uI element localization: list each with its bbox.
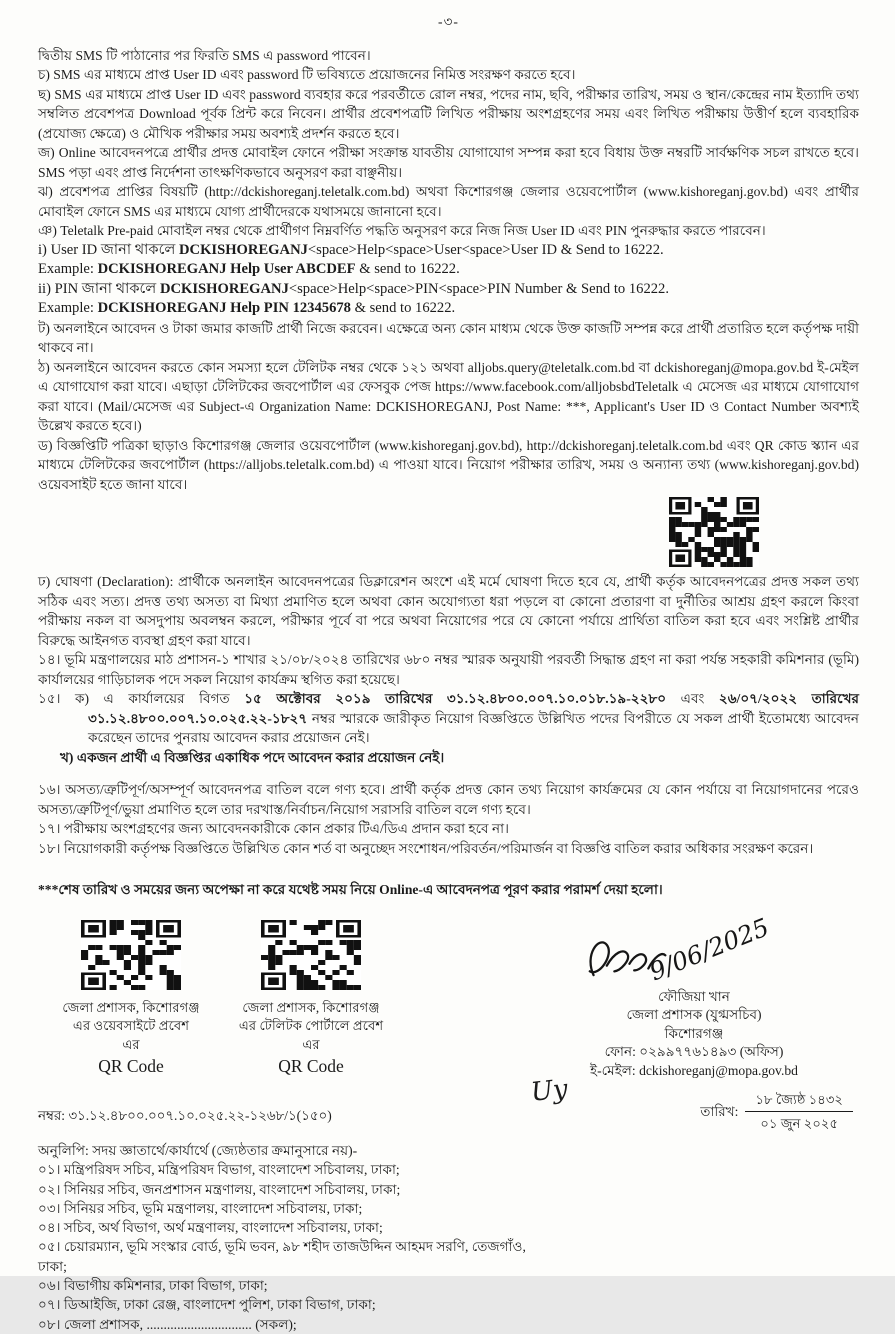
cc-item: ০৮। জেলা প্রশাসক, ............................... (সকল);: [38, 1316, 297, 1332]
list-item-cha: চ) SMS এর মাধ্যমে প্রাপ্ত User ID এবং password টি ভবিষ্যতে প্রয়োজনের নিমিত্ত সংরক্ষণ করতে হবে।: [38, 67, 576, 82]
qr-code-jobportal: [669, 497, 759, 567]
handwritten-initial: Uy: [529, 1074, 570, 1108]
bottom-left-column: [38, 920, 529, 1334]
clause-15-ka: [38, 689, 859, 748]
clause-16: ১৬। অসত্য/ত্রুটিপূর্ণ/অসম্পূর্ণ আবেদনপত্র বাতিল বলে গণ্য হবে। প্রার্থী কর্তৃক প্রদত্ত কোন তথ্য নিয়োগ কার্যক্রমের যে কোন পর্যায়ে বা নিয়োগদানের পরেও অসত্য/ত্রুটিপূর্ণ/ভুয়া প্রমাণিত হলে তার দরখাস্ত/নির্বাচন/নিয়োগ সরাসরি বাতিল বলে গণ্য হবে।: [38, 782, 859, 817]
list-item-ta: ট) অনলাইনে আবেদন ও টাকা জমার কাজটি প্রার্থী নিজে করবেন। এক্ষেত্রে অন্য কোন মাধ্যম থেকে উক্ত কাজটি সম্পন্ন করে প্রার্থী প্রতারিত হলে কর্তৃপক্ষ দায়ী থাকবে না।: [38, 320, 859, 355]
userid-recovery-code: DCKISHOREGANJ: [178, 241, 308, 258]
userid-example-code: DCKISHOREGANJ Help User ABCDEF: [97, 261, 356, 277]
cc-item: ০২। সিনিয়র সচিব, জনপ্রশাসন মন্ত্রণালয়, বাংলাদেশ সচিবালয়, ঢাকা;: [38, 1181, 401, 1197]
issue-date: [700, 1082, 853, 1133]
qr-code-website: [81, 920, 181, 990]
pin-example-post: & send to 16222.: [350, 300, 456, 316]
signatory-designation: জেলা প্রশাসক (যুগ্মসচিব): [626, 1007, 762, 1022]
website-qr-caption-3: এর: [122, 1036, 140, 1052]
website-qr-caption-4: QR Code: [98, 1056, 164, 1076]
clause-15-ka-memo2: ২৬/০৭/২০২২ তারিখের ৩১.১২.৪৮০০.০০৭.১০.০২৫.২২-১৮২৭: [88, 691, 859, 726]
qr-code-teletalk-portal: [261, 920, 361, 990]
date-label: তারিখ:: [700, 1103, 739, 1119]
pin-recovery-code: DCKISHOREGANJ: [159, 280, 289, 297]
cc-item: ০৪। সচিব, অর্থ বিভাগ, অর্থ মন্ত্রণালয়, বাংলাদেশ সচিবালয়, ঢাকা;: [38, 1220, 383, 1236]
memo-number: নম্বর: ৩১.১২.৪৮০০.০০৭.১০.০২৫.২২-১২৬৮/১(১৫০): [38, 1107, 332, 1123]
clause-15-ka-pre: ১৫। ক) এ কার্যালয়ের বিগত: [38, 691, 245, 706]
pin-recovery-pre: ii) PIN জানা থাকলে: [38, 280, 160, 297]
qr-codes-row: [52, 920, 529, 1076]
clause-15-ka-memo1: ১৫ অক্টোবর ২০১৯ তারিখের ৩১.১২.৪৮০০.০০৭.১০.০১৮.১৯-২২৮০: [244, 691, 667, 706]
list-item-jha: ঝ) প্রবেশপত্র প্রাপ্তির বিষয়টি (http://dckishoreganj.teletalk.com.bd) অথবা কিশোরগঞ্জ জেলার ওয়েবপোর্টাল (www.kishoreganj.gov.bd) এবং প্রার্থীর মোবাইল ফোনে SMS এর মাধ্যমে যোগ্য প্রার্থীদেরকে যথাসময়ে জানানো হবে।: [38, 184, 859, 219]
list-item-tha: ঠ) অনলাইনে আবেদন করতে কোন সমস্যা হলে টেলিটক নম্বর থেকে ১২১ অথবা alljobs.query@teletalk.com.bd বা dckishoreganj@mopa.gov.bd ই-মেইল এ যোগাযোগ করা যাবে। এছাড়া টেলিটকের জবপোর্টাল এর ফেসবুক পেজ https://www.facebook.com/alljobsbdTeletalk এ মেসেজ এর মাধ্যমে যোগাযোগ করা যাবে। (Mail/মেসেজ এর Subject-এ Organization Name: DCKISHOREGANJ, Post Name: ***, Applicant's User ID ও Contact Number অবশ্যই উল্লেখ করতে হবে।): [38, 359, 859, 433]
jobportal-qr-row: [38, 497, 859, 567]
list-item-ja: জ) Online আবেদনপত্রে প্রার্থীর প্রদত্ত মোবাইল ফোনে পরীক্ষা সংক্রান্ত যাবতীয় যোগাযোগ সম্পন্ন করা হবে বিধায় উক্ত নম্বরটি সার্বক্ষণিক সচল রাখতে হবে। SMS পড়া এবং প্রাপ্ত নির্দেশনা তাৎক্ষণিকভাবে অনুসরণ করা বাঞ্ছনীয়।: [38, 145, 859, 180]
clause-18: ১৮। নিয়োগকারী কর্তৃপক্ষ বিজ্ঞপ্তিতে উল্লিখিত কোন শর্ত বা অনুচ্ছেদ সংশোধন/পরিবর্তন/পরিমার্জন বা বিজ্ঞপ্তি বাতিল করার অধিকার সংরক্ষণ করেন।: [38, 840, 814, 856]
signature-block: [529, 911, 859, 1334]
clause-15-ka-mid: এবং: [666, 691, 719, 706]
teletalk-qr-caption-2: এর টেলিটক পোর্টালে প্রবেশ: [238, 1018, 384, 1033]
pin-example-line: [38, 299, 859, 319]
cc-item: ০৭। ডিআইজি, ঢাকা রেঞ্জ, বাংলাদেশ পুলিশ, ঢাকা বিভাগ, ঢাকা;: [38, 1297, 376, 1313]
website-qr-caption-1: জেলা প্রশাসক, কিশোরগঞ্জ: [62, 999, 200, 1015]
signatory-district: কিশোরগঞ্জ: [664, 1025, 724, 1041]
teletalk-qr-block: [232, 920, 390, 1076]
website-qr-caption-2: এর ওয়েবসাইটে প্রবেশ: [72, 1018, 190, 1033]
date-row: [529, 1074, 859, 1133]
date-gregorian: ০১ জুন ২০২৫: [760, 1115, 839, 1131]
clause-14: ১৪। ভূমি মন্ত্রণালয়ের মাঠ প্রশাসন-১ শাখার ২১/০৮/২০২৪ তারিখের ৬৮০ নম্বর স্মারক অনুযায়ী পরবর্তী সিদ্ধান্ত গ্রহণ না করা পর্যন্ত সহকারী কমিশনার (ভূমি) কার্যালয়ের গাড়িচালক পদে সকল নিয়োগ কার্যক্রম স্থগিত করা হয়েছে।: [38, 652, 859, 687]
list-item-dha-declaration: ঢ) ঘোষণা (Declaration): প্রার্থীকে অনলাইন আবেদনপত্রের ডিক্লারেশন অংশে এই মর্মে ঘোষণা দিতে হবে যে, প্রার্থী কর্তৃক আবেদনপত্রের প্রদত্ত সকল তথ্য সঠিক এবং সত্য। প্রদত্ত তথ্য অসত্য বা মিথ্যা প্রমাণিত হলে অথবা কোন অযোগ্যতা ধরা পড়লে বা কোনো প্রতারণা বা দুর্নীতির আশ্রয় গ্রহণ করলে কিংবা পরীক্ষায় নকল বা অসদুপায় অবলম্বন করলে, পরীক্ষার পূর্বে বা পরে অথবা নিয়োগের পরে যে কোনো পর্যায়ে প্রার্থিতা বাতিল করা হবে এবং সংশ্লিষ্ট প্রার্থীর বিরুদ্ধে আইনগত ব্যবস্থা গ্রহণ করা যাবে।: [38, 574, 859, 648]
pin-recovery-line: [38, 280, 859, 300]
list-item-nio: ঞ) Teletalk Pre-paid মোবাইল নম্বর থেকে প্রার্থীগণ নিম্নবর্ণিত পদ্ধতি অনুসরণ করে নিজ নিজ User ID এবং PIN পুনরুদ্ধার করতে পারবেন।: [38, 223, 766, 238]
clause-15-ka-post: নম্বর স্মারকে জারীকৃত নিয়োগ বিজ্ঞপ্তিতে উল্লিখিত পদের বিপরীতে যে সকল প্রার্থী ইতোমধ্যে আবেদন করেছেন তাদের পুনরায় আবেদন করার প্রয়োজন নেই।: [88, 710, 859, 745]
bottom-section: [38, 911, 859, 1334]
userid-recovery-line: [38, 241, 859, 261]
cc-item: ০৫। চেয়ারম্যান, ভূমি সংস্কার বোর্ড, ভূমি ভবন, ৯৮ শহীদ তাজউদ্দিন আহমদ সরণি, তেজগাঁও, ঢাকা;: [38, 1239, 526, 1274]
date-bangla: ১৮ জ্যৈষ্ঠ ১৪৩২: [745, 1090, 853, 1112]
userid-example-post: & send to 16222.: [355, 261, 460, 277]
userid-recovery-pre: i) User ID জানা থাকলে: [38, 241, 179, 258]
cc-item: ০৬। বিভাগীয় কমিশনার, ঢাকা বিভাগ, ঢাকা;: [38, 1278, 268, 1294]
teletalk-qr-caption-1: জেলা প্রশাসক, কিশোরগঞ্জ: [242, 999, 380, 1015]
online-advice-note: ***শেষ তারিখ ও সময়ের জন্য অপেক্ষা না করে যথেষ্ট সময় নিয়ে Online-এ আবেদনপত্র পূরণ করার পরামর্শ দেয়া হলো।: [38, 882, 663, 897]
signatory-name: ফৌজিয়া খান: [658, 988, 730, 1004]
signature-handwritten-date: 9/06/2025: [645, 911, 773, 986]
signatory-email: ই-মেইল: dckishoreganj@mopa.gov.bd: [590, 1062, 798, 1078]
website-qr-block: [52, 920, 210, 1076]
page-number: -৩-: [438, 14, 459, 29]
signature-image: [567, 911, 792, 994]
pin-example-code: DCKISHOREGANJ Help PIN 12345678: [97, 300, 351, 316]
userid-recovery-post: <space>Help<space>User<space>User ID & Send to 16222.: [307, 241, 664, 258]
cc-item: ০৩। সিনিয়র সচিব, ভূমি মন্ত্রণালয়, বাংলাদেশ সচিবালয়, ঢাকা;: [38, 1200, 363, 1216]
userid-example-pre: Example:: [38, 261, 98, 277]
date-fraction: [745, 1090, 853, 1133]
teletalk-qr-caption-3: এর: [302, 1036, 320, 1052]
pin-recovery-post: <space>Help<space>PIN<space>PIN Number & Send to 16222.: [288, 280, 669, 297]
cc-item: ০১। মন্ত্রিপরিষদ সচিব, মন্ত্রিপরিষদ বিভাগ, বাংলাদেশ সচিবালয়, ঢাকা;: [38, 1162, 400, 1178]
list-item-da: ড) বিজ্ঞপ্তিটি পত্রিকা ছাড়াও কিশোরগঞ্জ জেলার ওয়েবপোর্টাল (www.kishoreganj.gov.bd), http://dckishoreganj.teletalk.com.bd এবং QR কোড স্ক্যান এর মাধ্যমে টেলিটকের জবপোর্টাল (https://alljobs.teletalk.com.bd) এ পাওয়া যাবে। নিয়োগ পরীক্ষার তারিখ, সময় ও অন্যান্য তথ্য (www.kishoreganj.gov.bd) ওয়েবসাইট হতে জানা যাবে।: [38, 437, 859, 492]
cc-heading: অনুলিপি: সদয় জ্ঞাতার্থে/কার্যার্থে (জ্যেষ্ঠতার ক্রমানুসারে নয়)-: [38, 1143, 358, 1158]
list-item-chha: ছ) SMS এর মাধ্যমে প্রাপ্ত User ID এবং password ব্যবহার করে পরবর্তীতে রোল নম্বর, পদের নাম, ছবি, পরীক্ষার তারিখ, সময় ও স্থান/কেন্দ্রের নাম ইত্যাদি তথ্য সম্বলিত প্রবেশপত্র Download পূর্বক প্রিন্ট করে নিবেন। প্রার্থীর প্রবেশপত্রটি লিখিত পরীক্ষায় অংশগ্রহণের সময় এবং লিখিত পরীক্ষায় উত্তীর্ণ হলে ব্যবহারিক (প্রযোজ্য ক্ষেত্রে) ও মৌখিক পরীক্ষার সময় অবশ্যই প্রদর্শন করতে হবে।: [38, 86, 859, 141]
pin-example-pre: Example:: [38, 300, 98, 316]
teletalk-qr-caption-4: QR Code: [278, 1056, 344, 1076]
signatory-phone: ফোন: ০২৯৯৭৭৬১৪৯৩ (অফিস): [604, 1044, 784, 1059]
cc-list: [38, 1141, 529, 1334]
userid-example-line: [38, 260, 859, 280]
para-sms-password-note: দ্বিতীয় SMS টি পাঠানোর পর ফিরতি SMS এ password পাবেন।: [38, 47, 371, 63]
clause-15-kha: খ) একজন প্রার্থী এ বিজ্ঞপ্তির একাধিক পদে আবেদন করার প্রয়োজন নেই।: [60, 749, 445, 765]
clause-17: ১৭। পরীক্ষায় অংশগ্রহণের জন্য আবেদনকারীকে কোন প্রকার টিএ/ডিএ প্রদান করা হবে না।: [38, 821, 509, 836]
